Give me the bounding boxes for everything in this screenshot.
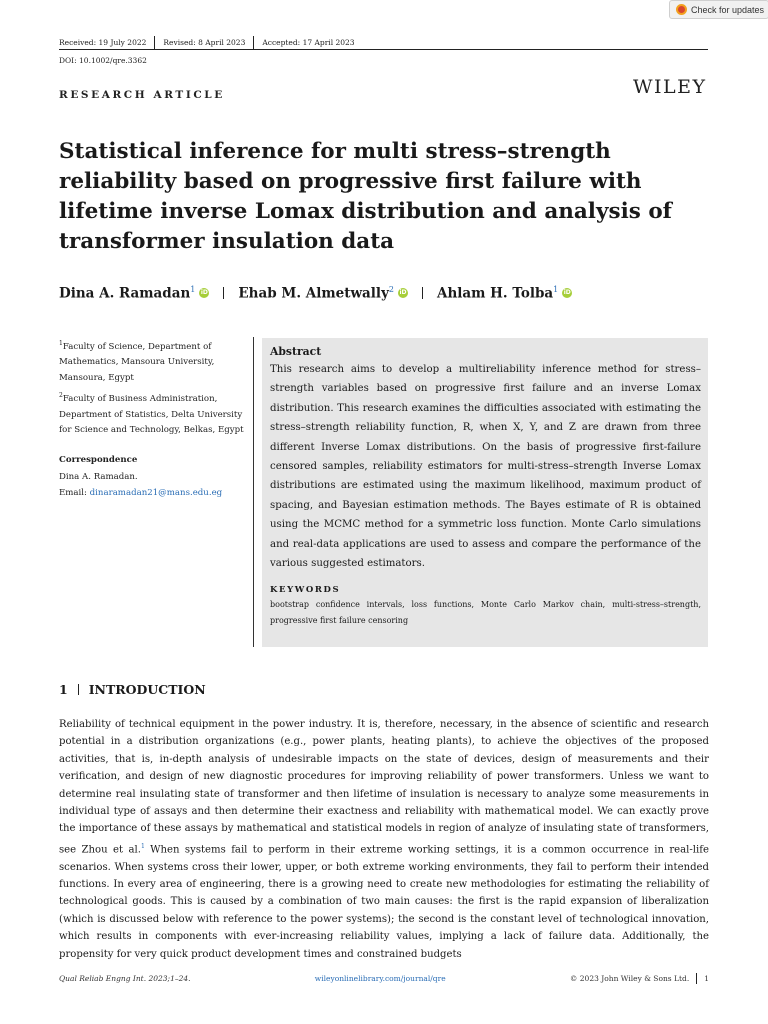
email-link[interactable]: dinaramadan21@mans.edu.eg (89, 487, 223, 498)
check-for-updates-label: Check for updates (691, 4, 765, 15)
keywords-heading: KEYWORDS (270, 585, 341, 596)
section-number: 1 (59, 682, 68, 697)
abstract-heading: Abstract (270, 345, 322, 358)
page-footer (59, 973, 709, 984)
correspondence-name: Dina A. Ramadan. (59, 472, 138, 483)
abstract-text: This research aims to develop a multireliability inference method for stress–strength variables based on progressive first failure and an inverse Lomax distribution. This research examines the difficulties associated with estimating the stress–strength reliability function, R, when X, Y, and Z are drawn from three different Inverse Lomax distributions. On the basis of progressive first-failure censored samples, reliability estimators for multi-stress–strength Inverse Lomax distributions are estimated using the maximum likelihood, maximum product of spacing, and Bayesian estimation methods. The Bayes estimate of R is obtained using the MCMC method for a symmetric loss function. Monte Carlo simulations and real-data applications are used to assess and compare the performance of the various suggested estimators. (270, 364, 701, 570)
section-title: INTRODUCTION (88, 682, 206, 697)
header-rule (59, 49, 708, 50)
revised-date: Revised: 8 April 2023 (163, 38, 246, 47)
correspondence-email: Email: dinaramadan21@mans.edu.eg (59, 487, 223, 498)
article-dates (59, 36, 363, 49)
orcid-icon[interactable]: iD (399, 289, 407, 297)
divider (422, 287, 423, 299)
affiliation: $^1$Faculty of Science, Department of Mathematics, Mansoura University, Mansoura, Egypt (59, 340, 215, 383)
divider (78, 684, 79, 695)
accepted-date: Accepted: 17 April 2023 (262, 38, 355, 47)
section-heading (59, 682, 206, 697)
divider (223, 287, 224, 299)
correspondence-heading: Correspondence (59, 454, 138, 465)
divider (696, 973, 697, 984)
author-list (59, 285, 572, 302)
author-name[interactable]: Ahlam H. Tolba$^1$ (437, 285, 559, 302)
article-type-label: RESEARCH ARTICLE (59, 89, 225, 101)
author-name[interactable]: Ehab M. Almetwally$^2$ (238, 285, 395, 302)
received-date: Received: 19 July 2022 (59, 38, 147, 47)
check-for-updates-button[interactable] (669, 0, 768, 19)
page-number: 1 (704, 974, 709, 983)
author-name[interactable]: Dina A. Ramadan$^1$ (59, 285, 196, 302)
body-paragraph: Reliability of technical equipment in the power industry. It is, therefore, necessary, in the absence of scientific and research potential in a distribution organizations (e.g., power plants, heating plants), to achieve the objectives of the proposed activities, that is, in-depth analysis of undesirable impacts on the state of devices, design of measurements and their verification, and design of new diagnostic procedures for improving reliability of power transformers. Unless we want to determine real insulating state of transformer and then lifetime of insulation is necessary to analyze some measurements in individual type of assays and then determine their exactness and reliability with mathematical model. We can exactly prove the importance of these assays by mathematical and statistical models in region of analyze of insulating state of transformers, see Zhou et al.$^1$ When systems fail to perform in their extreme working settings, it is a common occurrence in real-life scenarios. When systems cross their lower, upper, or both extreme working environments, they fail to perform their intended functions. In every area of engineering, there is a growing need to create new methodologies for estimating the reliability of technological goods. This is caused by a combination of two main causes: the first is the rapid expansion of liberalization (which is discussed below with reference to the power systems); the second is the constant level of technological innovation, which results in components with ever-increasing reliability values, implying a lack of failure data. Additionally, the propensity for very quick product development times and constrained budgets (59, 719, 709, 960)
journal-citation: Qual Reliab Engng Int. 2023;1–24. (59, 974, 191, 983)
journal-url[interactable]: wileyonlinelibrary.com/journal/qre (314, 974, 446, 983)
abstract-box (262, 338, 708, 647)
affiliation: $^2$Faculty of Business Administration, Department of Statistics, Delta University for Science and Technology, Belkas, Egypt (59, 392, 244, 436)
publisher-logo: WILEY (633, 76, 707, 98)
orcid-icon[interactable]: iD (200, 289, 208, 297)
copyright: © 2023 John Wiley & Sons Ltd. (569, 974, 690, 983)
crossmark-icon (676, 4, 687, 15)
column-divider (253, 337, 254, 647)
article-title: Statistical inference for multi stress–strength reliability based on progressive first failure with lifetime inverse Lomax distribution and analysis of transformer insulation data (59, 139, 672, 254)
orcid-icon[interactable]: iD (563, 289, 571, 297)
doi[interactable]: DOI: 10.1002/qre.3362 (59, 56, 147, 65)
affiliations (59, 336, 249, 501)
keywords-text: bootstrap confidence intervals, loss functions, Monte Carlo Markov chain, multi-stress–strength, progressive first failure censoring (270, 600, 701, 626)
reference-link[interactable]: 1 (140, 842, 145, 850)
